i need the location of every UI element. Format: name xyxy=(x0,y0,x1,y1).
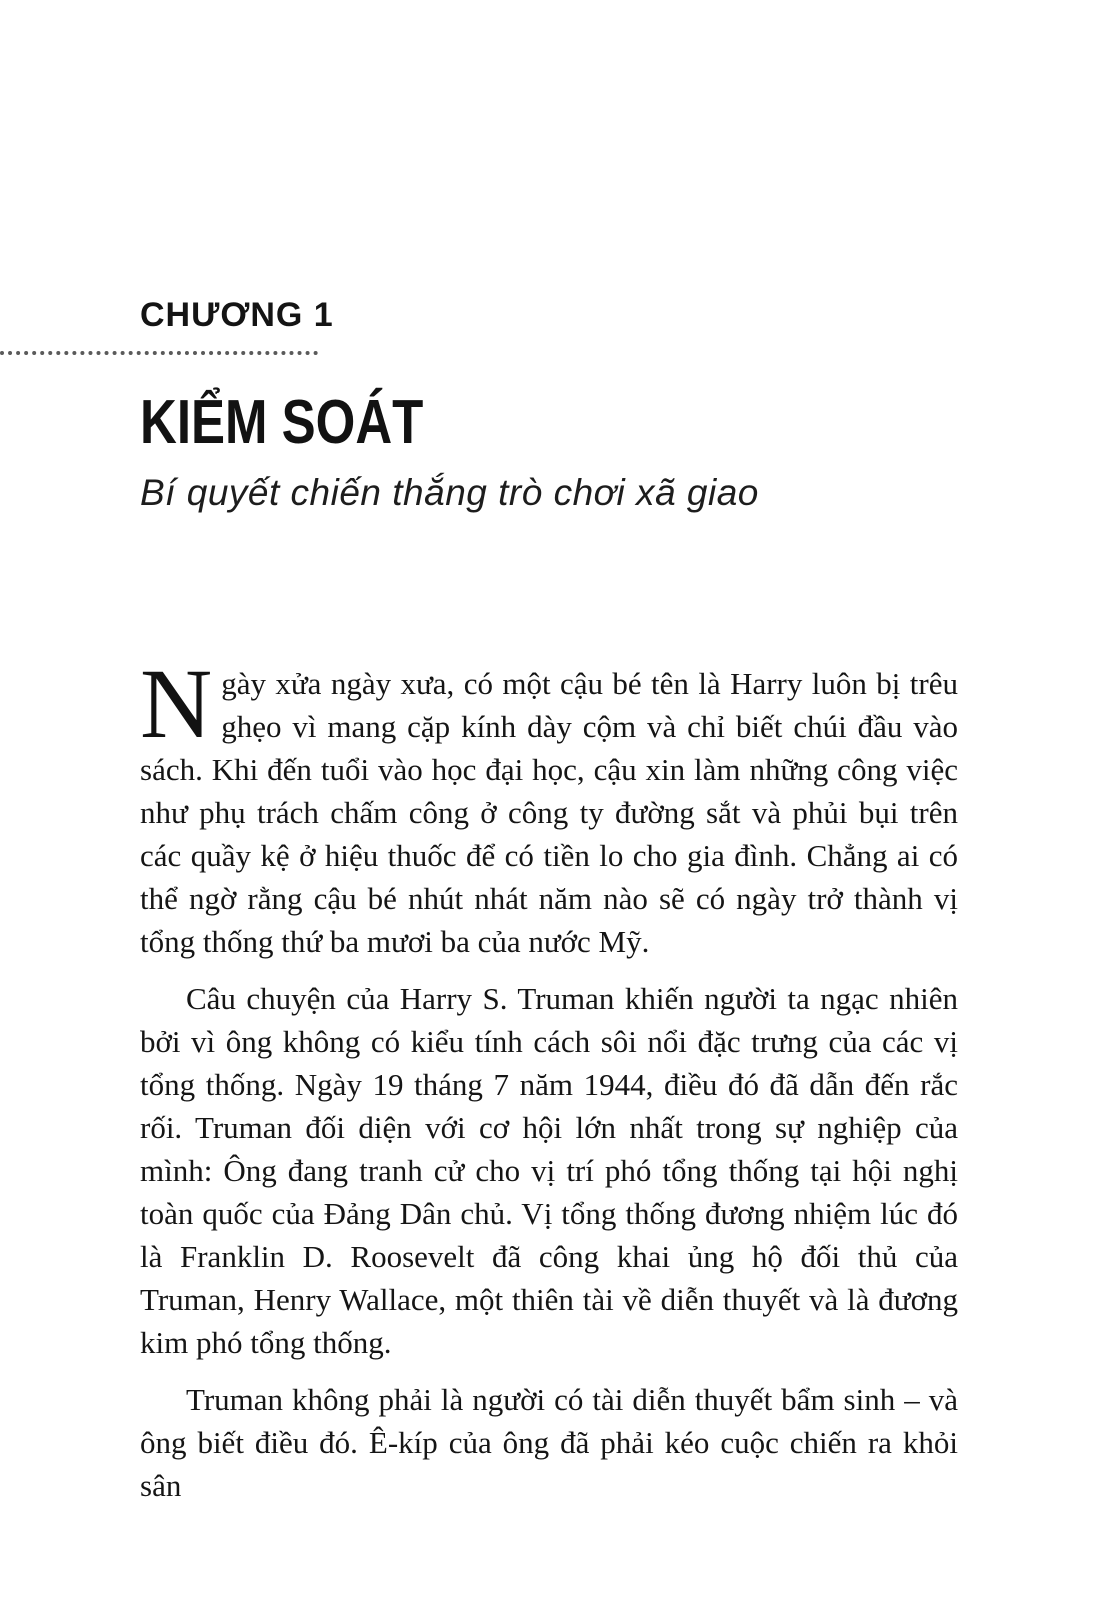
chapter-dotted-rule xyxy=(0,351,318,355)
drop-cap: N xyxy=(140,648,213,759)
chapter-label: CHƯƠNG 1 xyxy=(140,296,334,334)
paragraph-3: Truman không phải là người có tài diễn thuyết bẩm sinh – và ông biết điều đó. Ê-kíp của ông đã phải kéo cuộc chiến ra khỏi sân xyxy=(140,1382,958,1503)
paragraph-1 xyxy=(140,648,958,963)
body-text xyxy=(140,648,958,1507)
page-subtitle: Bí quyết chiến thắng trò chơi xã giao xyxy=(140,472,759,513)
page-title: KIỂM SOÁT xyxy=(140,386,424,457)
paragraph-1-text: gày xửa ngày xưa, có một cậu bé tên là Harry luôn bị trêu ghẹo vì mang cặp kính dày cộm và chỉ biết chúi đầu vào sách. Khi đến tuổi vào học đại học, cậu xin làm những công việc như phụ trách chấm công ở công ty đường sắt và phủi bụi trên các quầy kệ ở hiệu thuốc để có tiền lo cho gia đình. Chẳng ai có thể ngờ rằng cậu bé nhút nhát năm nào sẽ có ngày trở thành vị tổng thống thứ ba mươi ba của nước Mỹ. xyxy=(140,666,958,959)
paragraph-2: Câu chuyện của Harry S. Truman khiến người ta ngạc nhiên bởi vì ông không có kiểu tính cách sôi nổi đặc trưng của các vị tổng thống. Ngày 19 tháng 7 năm 1944, điều đó đã dẫn đến rắc rối. Truman đối diện với cơ hội lớn nhất trong sự nghiệp của mình: Ông đang tranh cử cho vị trí phó tổng thống tại hội nghị toàn quốc của Đảng Dân chủ. Vị tổng thống đương nhiệm lúc đó là Franklin D. Roosevelt đã công khai ủng hộ đối thủ của Truman, Henry Wallace, một thiên tài về diễn thuyết và là đương kim phó tổng thống. xyxy=(140,981,958,1360)
